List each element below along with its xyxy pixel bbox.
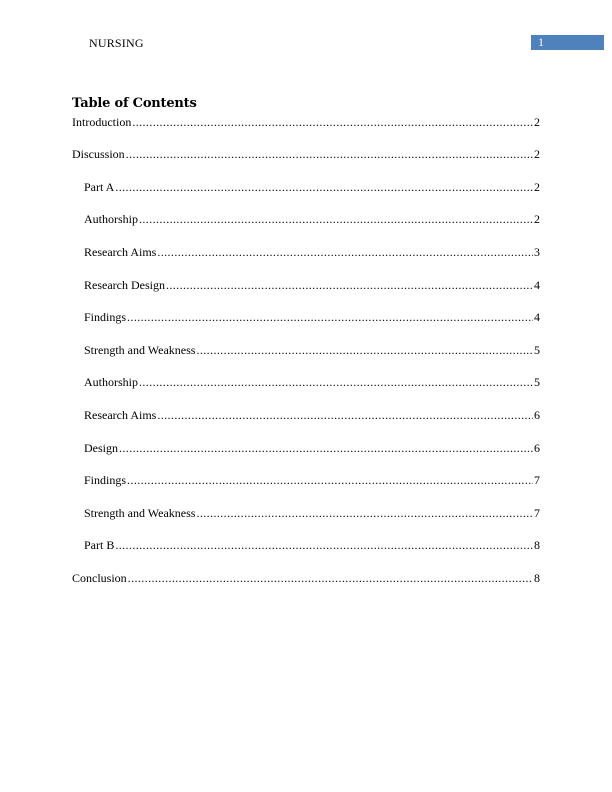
toc-entry-label: Research Aims	[84, 408, 157, 422]
toc-entry-label: Research Aims	[84, 245, 157, 259]
toc-entry-page: 2	[534, 212, 540, 226]
toc-entry-page: 2	[534, 147, 540, 161]
running-head: NURSING	[89, 36, 144, 50]
toc-dot-leader	[115, 179, 533, 195]
toc-entry-label: Part B	[84, 538, 115, 552]
toc-entry-label: Findings	[84, 310, 127, 324]
toc-entry-label: Strength and Weakness	[84, 343, 196, 357]
toc-entry-findings[interactable]	[84, 309, 540, 325]
toc-entry-label: Authorship	[84, 375, 138, 389]
toc-entry-part-b[interactable]	[84, 537, 540, 553]
toc-entry-page: 5	[534, 375, 540, 389]
toc-entry-page: 2	[534, 180, 540, 194]
toc-entry-design[interactable]	[84, 440, 540, 456]
toc-entry-discussion[interactable]	[72, 146, 540, 162]
toc-entry-page: 8	[534, 571, 540, 585]
toc-dot-leader	[157, 244, 533, 260]
toc-entry-research-aims-2[interactable]	[84, 407, 540, 423]
toc-dot-leader	[196, 505, 533, 521]
toc-entry-page: 8	[534, 538, 540, 552]
toc-entry-part-a[interactable]	[84, 179, 540, 195]
toc-entry-page: 4	[534, 278, 540, 292]
toc-heading: Table of Contents	[72, 96, 197, 111]
toc-entry-introduction[interactable]	[72, 114, 540, 130]
toc-entry-label: Introduction	[72, 115, 132, 129]
toc-entry-label: Part A	[84, 180, 115, 194]
toc-dot-leader	[139, 374, 533, 390]
toc-entry-findings-2[interactable]	[84, 472, 540, 488]
toc-dot-leader	[196, 342, 533, 358]
toc-entry-strength-and-weakness-2[interactable]	[84, 505, 540, 521]
toc-entry-research-aims[interactable]	[84, 244, 540, 260]
toc-entry-page: 6	[534, 408, 540, 422]
toc-entry-label: Design	[84, 441, 118, 455]
toc-entry-page: 2	[534, 115, 540, 129]
toc-entry-conclusion[interactable]	[72, 570, 540, 586]
toc-dot-leader	[127, 472, 533, 488]
toc-entry-page: 4	[534, 310, 540, 324]
toc-dot-leader	[128, 570, 533, 586]
toc-entry-label: Findings	[84, 473, 127, 487]
toc-entry-page: 5	[534, 343, 540, 357]
toc-entry-label: Strength and Weakness	[84, 506, 196, 520]
toc-entry-strength-and-weakness[interactable]	[84, 342, 540, 358]
toc-entry-authorship-2[interactable]	[84, 374, 540, 390]
toc-dot-leader	[139, 211, 533, 227]
page-number-badge: 1	[531, 35, 604, 50]
toc-entry-label: Research Design	[84, 278, 165, 292]
toc-entry-label: Authorship	[84, 212, 138, 226]
toc-entry-research-design[interactable]	[84, 277, 540, 293]
toc-dot-leader	[119, 440, 533, 456]
toc-entry-label: Discussion	[72, 147, 125, 161]
toc-dot-leader	[127, 309, 533, 325]
toc-entry-page: 7	[534, 473, 540, 487]
toc-dot-leader	[166, 277, 533, 293]
toc-dot-leader	[132, 114, 533, 130]
toc-entry-label: Conclusion	[72, 571, 127, 585]
toc-entry-page: 3	[534, 245, 540, 259]
toc-entry-page: 6	[534, 441, 540, 455]
toc-entry-authorship[interactable]	[84, 211, 540, 227]
toc-entry-page: 7	[534, 506, 540, 520]
toc-dot-leader	[126, 146, 533, 162]
toc-dot-leader	[115, 537, 533, 553]
toc-dot-leader	[157, 407, 533, 423]
